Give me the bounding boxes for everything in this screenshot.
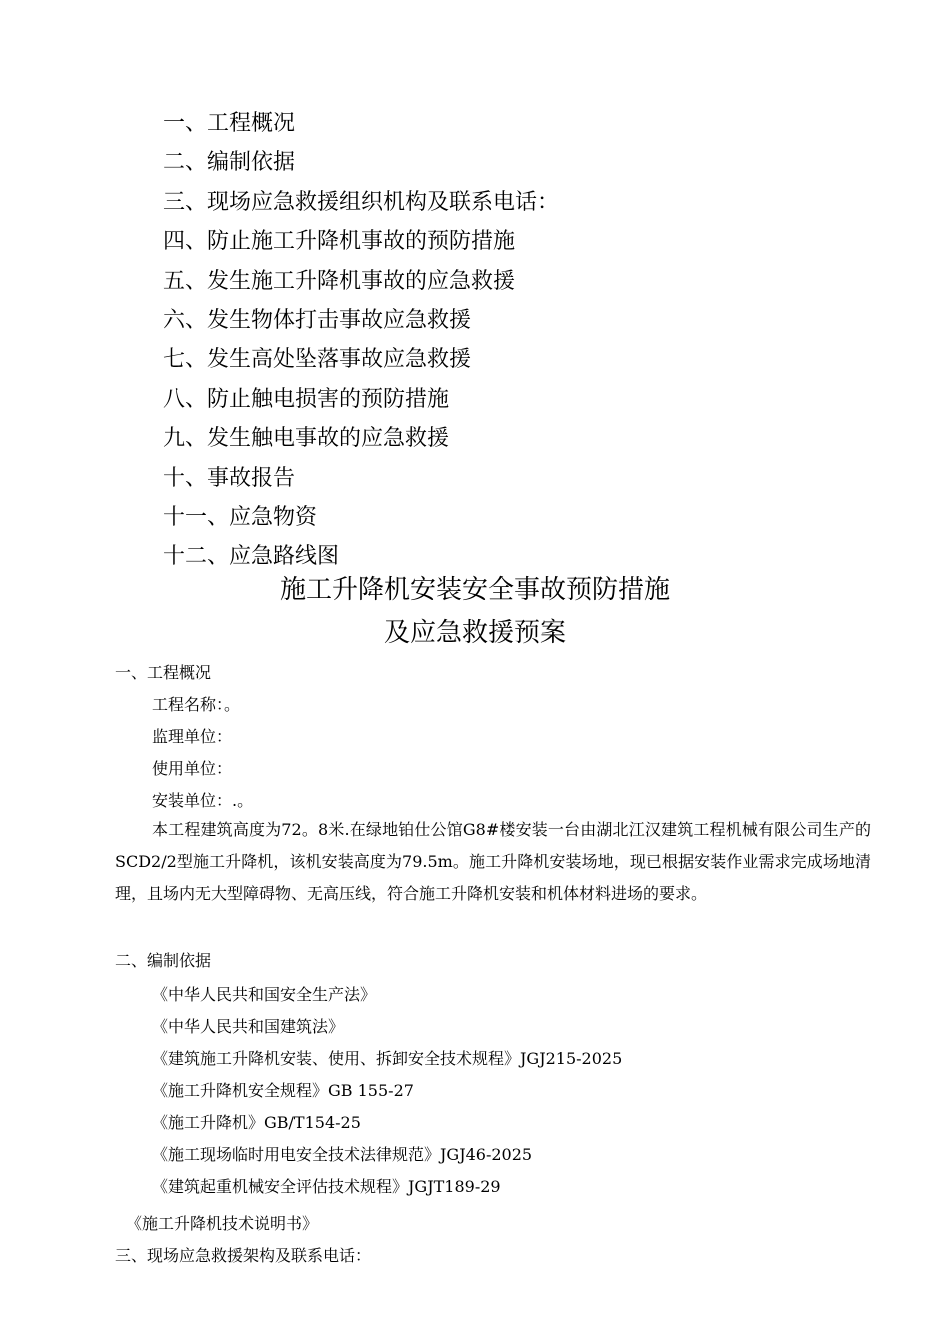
basis-item: 《建筑施工升降机安装、使用、拆卸安全技术规程》JGJ215-2025 bbox=[152, 1049, 623, 1068]
toc-item: 八、防止触电损害的预防措施 bbox=[163, 386, 450, 412]
toc-item: 四、防止施工升降机事故的预防措施 bbox=[163, 229, 516, 255]
basis-item: 《中华人民共和国建筑法》 bbox=[152, 1017, 345, 1036]
toc-item: 五、发生施工升降机事故的应急救援 bbox=[163, 268, 516, 294]
toc-item: 三、现场应急救援组织机构及联系电话： bbox=[163, 189, 560, 215]
user-field: 使用单位： bbox=[152, 759, 233, 778]
toc-item: 九、发生触电事故的应急救援 bbox=[163, 426, 450, 452]
section2-heading: 二、编制依据 bbox=[115, 951, 212, 970]
basis-item: 《施工升降机安全规程》GB 155-27 bbox=[152, 1081, 414, 1100]
table-of-contents bbox=[163, 104, 559, 577]
document-title-line2: 及应急救援预案 bbox=[383, 618, 566, 648]
basis-item: 《中华人民共和国安全生产法》 bbox=[152, 985, 377, 1004]
toc-item: 十二、应急路线图 bbox=[163, 544, 340, 570]
installer-field: 安装单位：.。 bbox=[152, 791, 254, 810]
section3-heading: 三、现场应急救援架构及联系电话： bbox=[115, 1246, 372, 1265]
document-title-line1: 施工升降机安装安全事故预防措施 bbox=[279, 575, 670, 605]
basis-item: 《施工现场临时用电安全技术法律规范》JGJ46-2025 bbox=[152, 1145, 533, 1164]
toc-item: 七、发生高处坠落事故应急救援 bbox=[163, 347, 472, 373]
toc-item: 六、发生物体打击事故应急救援 bbox=[163, 307, 472, 333]
toc-item: 十、事故报告 bbox=[163, 465, 296, 491]
toc-item: 十一、应急物资 bbox=[163, 504, 318, 530]
basis-item: 《建筑起重机械安全评估技术规程》JGJT189-29 bbox=[152, 1177, 501, 1196]
project-description-paragraph: 本工程建筑高度为72。8米.在绿地铂仕公馆G8#楼安装一台由湖北江汉建筑工程机械有限公司生产的SCD2/2型施工升降机，该机安装高度为79.5m。施工升降机安装场地，现已根据安装作业需求完成场地清理，且场内无大型障碍物、无高压线，符合施工升降机安装和机体材料进场的要求。 bbox=[115, 820, 871, 903]
basis-item: 《施工升降机》GB/T154-25 bbox=[152, 1113, 361, 1132]
section1-heading: 一、工程概况 bbox=[115, 663, 212, 682]
toc-item: 二、编制依据 bbox=[163, 150, 296, 176]
supervisor-field: 监理单位： bbox=[152, 727, 233, 746]
toc-item: 一、工程概况 bbox=[163, 111, 296, 136]
project-name-field: 工程名称：。 bbox=[152, 695, 241, 714]
basis-item-last: 《施工升降机技术说明书》 bbox=[126, 1214, 319, 1233]
